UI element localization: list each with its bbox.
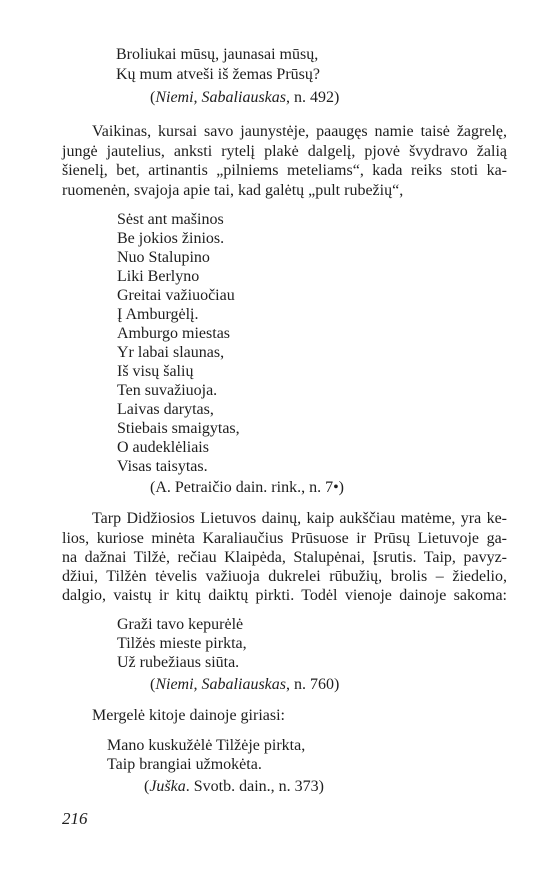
paragraph-line: Tarp Didžiosios Lietuvos dainų, kaip aukščiau matėme, yra ke- (92, 510, 507, 527)
verse-line: Visas taisytas. (117, 458, 208, 475)
source-authors: Niemi, Sabaliauskas (155, 676, 286, 693)
verse-line: Broliukai mūsų, jaunasai mūsų, (116, 46, 319, 63)
source-ref: , n. 760) (286, 676, 340, 693)
paragraph-line: lios, kuriose minėta Karaliaučius Prūsuose ir Prūsų Lietuvoje ga- (62, 530, 507, 547)
verse-line: Greitai važiuočiau (117, 287, 235, 304)
paragraph-line: ruomenėn, svajoja apie tai, kad galėtų „pult rubežių“, (62, 182, 404, 199)
verse-source: (Niemi, Sabaliauskas, n. 492) (150, 89, 340, 106)
verse-line: Taip brangiai užmokėta. (107, 756, 262, 773)
verse-line: Nuo Stalupino (117, 249, 210, 266)
paragraph-line: Vaikinas, kursai savo jaunystėje, paaugęs namie taisė žagrelę, (92, 123, 507, 140)
verse-line: Graži tavo kepurėlė (117, 616, 244, 633)
paragraph-line: na dažnai Tilžė, rečiau Klaipėda, Stalupėnai, Įsrutis. Taip, pavyz- (62, 549, 507, 566)
verse-line: Už rubežiaus siūta. (117, 654, 240, 671)
verse-line: O audeklėliais (117, 439, 209, 456)
verse-line: Kų mum atveši iš žemas Prūsų? (116, 66, 320, 83)
source-author: Juška (149, 778, 186, 795)
source-ref: . Svotb. dain., n. 373) (185, 778, 324, 795)
verse-line: Ten suvažiuoja. (117, 382, 218, 399)
verse-line: Yr labai slaunas, (117, 344, 225, 361)
paragraph-line: džiui, Tilžėn tėvelis važiuoja dukrelei rūbužių, brolis – žiedelio, (62, 568, 507, 585)
source-ref: , n. 492) (286, 89, 340, 106)
paragraph-line: dalgio, vaistų ir kitų daiktų pirkti. Todėl vienoje dainoje sakoma: (62, 587, 507, 604)
verse-line: Į Amburgėlį. (117, 306, 199, 323)
paragraph-line: jungė jautelius, anksti rytelį plakė dalgelį, pjovė švydravo žalią (62, 143, 507, 160)
verse-line: Stiebais smaigytas, (117, 420, 240, 437)
source-authors: Niemi, Sabaliauskas (155, 89, 286, 106)
verse-line: Iš visų šalių (117, 363, 194, 380)
verse-line: Mano kuskužėlė Tilžėje pirkta, (107, 737, 306, 754)
verse-line: Liki Berlyno (117, 268, 200, 285)
verse-line: Tilžės mieste pirkta, (117, 635, 247, 652)
verse-line: Amburgo miestas (117, 325, 231, 342)
paragraph-line: Mergelė kitoje dainoje giriasi: (92, 707, 285, 724)
verse-line: Laivas darytas, (117, 401, 214, 418)
verse-line: Sėst ant mašinos (117, 211, 224, 228)
page-number: 216 (62, 809, 88, 828)
verse-source: (A. Petraičio dain. rink., n. 7•) (150, 479, 344, 496)
verse-source: (Niemi, Sabaliauskas, n. 760) (150, 676, 340, 693)
paragraph-line: šienelį, bet, artinantis „pilniems meteliams“, kada reiks stoti ka- (62, 162, 507, 179)
verse-source: (Juška. Svotb. dain., n. 373) (144, 778, 324, 795)
verse-line: Be jokios žinios. (117, 230, 225, 247)
